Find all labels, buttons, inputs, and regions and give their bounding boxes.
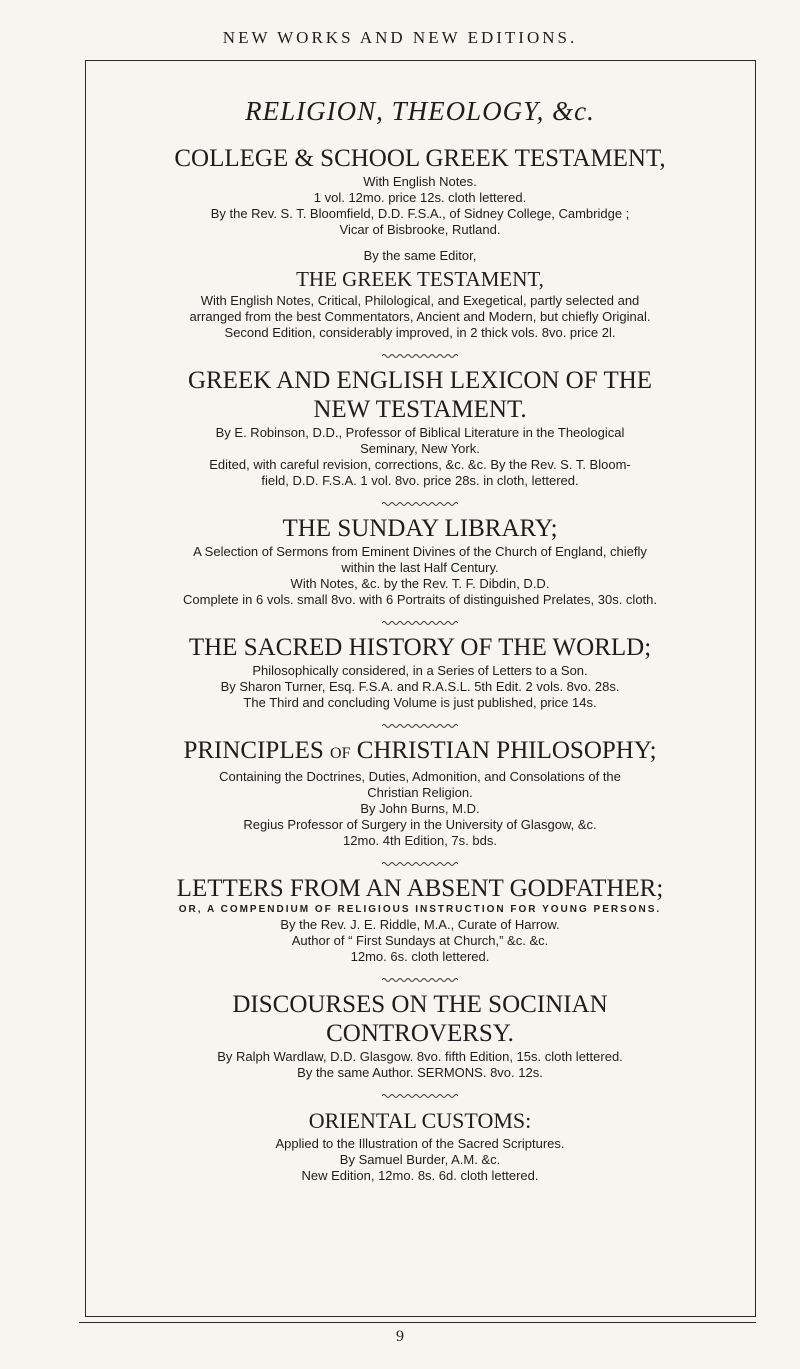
entry-line: Complete in 6 vols. small 8vo. with 6 Portraits of distinguished Prelates, 30s. cloth. [183, 592, 657, 607]
entry-line: By John Burns, M.D. [360, 801, 480, 816]
entry-title: THE SACRED HISTORY OF THE WORLD; [188, 634, 652, 661]
entry-letters-absent-godfather [100, 875, 740, 965]
entry-title-part: PRINCIPLES [183, 737, 324, 764]
entry-title: NEW TESTAMENT. [313, 396, 527, 423]
entry-line: By Samuel Burder, A.M. &c. [339, 1152, 501, 1167]
entry-title: CONTROVERSY. [326, 1020, 514, 1047]
entry-line: Seminary, New York. [360, 441, 480, 456]
entry-sacred-history [100, 634, 740, 711]
entry-title [100, 737, 740, 767]
entry-line: field, D.D. F.S.A. 1 vol. 8vo. price 28s. in cloth, lettered. [261, 473, 579, 488]
entry-line: arranged from the best Commentators, Ancient and Modern, but chiefly Original. [189, 309, 651, 324]
entry-line: 1 vol. 12mo. price 12s. cloth lettered. [313, 190, 527, 205]
entry-college-greek-testament [100, 145, 740, 341]
wavy-divider [382, 977, 458, 983]
entry-line: By Ralph Wardlaw, D.D. Glasgow. 8vo. fifth Edition, 15s. cloth lettered. [217, 1049, 623, 1064]
entry-line: By the same Editor, [363, 248, 477, 263]
entry-line: With Notes, &c. by the Rev. T. F. Dibdin, D.D. [290, 576, 550, 591]
wavy-divider [382, 1093, 458, 1099]
entry-line: Edited, with careful revision, corrections, &c. &c. By the Rev. S. T. Bloom- [209, 457, 631, 472]
entry-line: Author of “ First Sundays at Church,” &c. &c. [291, 933, 549, 948]
entry-line: Regius Professor of Surgery in the University of Glasgow, &c. [243, 817, 597, 832]
entry-line: Applied to the Illustration of the Sacred Scriptures. [275, 1136, 565, 1151]
page-number: 9 [396, 1328, 404, 1345]
entry-line: Vicar of Bisbrooke, Rutland. [339, 222, 501, 237]
entry-title: ORIENTAL CUSTOMS: [308, 1108, 532, 1133]
entry-line: With English Notes. [363, 174, 477, 189]
wavy-divider [382, 353, 458, 359]
entry-greek-english-lexicon [100, 367, 740, 489]
wavy-divider [382, 861, 458, 867]
entry-line: By the same Author. SERMONS. 8vo. 12s. [297, 1065, 543, 1080]
entry-line: New Edition, 12mo. 8s. 6d. cloth lettered. [301, 1168, 539, 1183]
wavy-divider [382, 620, 458, 626]
wavy-divider [382, 723, 458, 729]
entry-subheading: OR, A COMPENDIUM OF RELIGIOUS INSTRUCTION FOR YOUNG PERSONS. [178, 904, 662, 915]
entry-line: By the Rev. J. E. Riddle, M.A., Curate of Harrow. [280, 917, 560, 932]
entry-christian-philosophy [100, 737, 740, 849]
entry-line: A Selection of Sermons from Eminent Divines of the Church of England, chiefly [193, 544, 647, 559]
entry-title: COLLEGE & SCHOOL GREEK TESTAMENT, [174, 145, 666, 172]
entry-sunday-library [100, 515, 740, 608]
entry-line: 12mo. 6s. cloth lettered. [350, 949, 490, 964]
entry-line: By Sharon Turner, Esq. F.S.A. and R.A.S.L. 5th Edit. 2 vols. 8vo. 28s. [220, 679, 620, 694]
entry-line: Containing the Doctrines, Duties, Admonition, and Consolations of the [219, 769, 621, 784]
entry-line: Christian Religion. [367, 785, 473, 800]
entry-line: By the Rev. S. T. Bloomfield, D.D. F.S.A., of Sidney College, Cambridge ; [210, 206, 630, 221]
entry-socinian-controversy [100, 991, 740, 1081]
entry-oriental-customs [100, 1107, 740, 1184]
entry-title-part: CHRISTIAN PHILOSOPHY; [356, 737, 657, 764]
frame-bottom-rule [79, 1322, 756, 1323]
advertisement-column [100, 96, 740, 1190]
wavy-divider [382, 501, 458, 507]
running-head: NEW WORKS AND NEW EDITIONS. [222, 28, 578, 47]
entry-line: Philosophically considered, in a Series of Letters to a Son. [252, 663, 588, 678]
entry-line: Second Edition, considerably improved, in 2 thick vols. 8vo. price 2l. [224, 325, 616, 340]
section-title: RELIGION, THEOLOGY, &c. [245, 96, 595, 126]
entry-title: DISCOURSES ON THE SOCINIAN [232, 991, 608, 1018]
entry-title-part: OF [330, 745, 351, 762]
entry-line: within the last Half Century. [341, 560, 499, 575]
entry-line: By E. Robinson, D.D., Professor of Biblical Literature in the Theological [215, 425, 625, 440]
entry-subtitle: THE GREEK TESTAMENT, [296, 267, 544, 291]
entry-title: GREEK AND ENGLISH LEXICON OF THE [187, 367, 653, 394]
entry-title: THE SUNDAY LIBRARY; [282, 515, 558, 542]
entry-line: The Third and concluding Volume is just published, price 14s. [243, 695, 597, 710]
entry-title: LETTERS FROM AN ABSENT GODFATHER; [176, 875, 664, 902]
entry-line: 12mo. 4th Edition, 7s. bds. [343, 833, 497, 848]
entry-line: With English Notes, Critical, Philological, and Exegetical, partly selected and [200, 293, 640, 308]
